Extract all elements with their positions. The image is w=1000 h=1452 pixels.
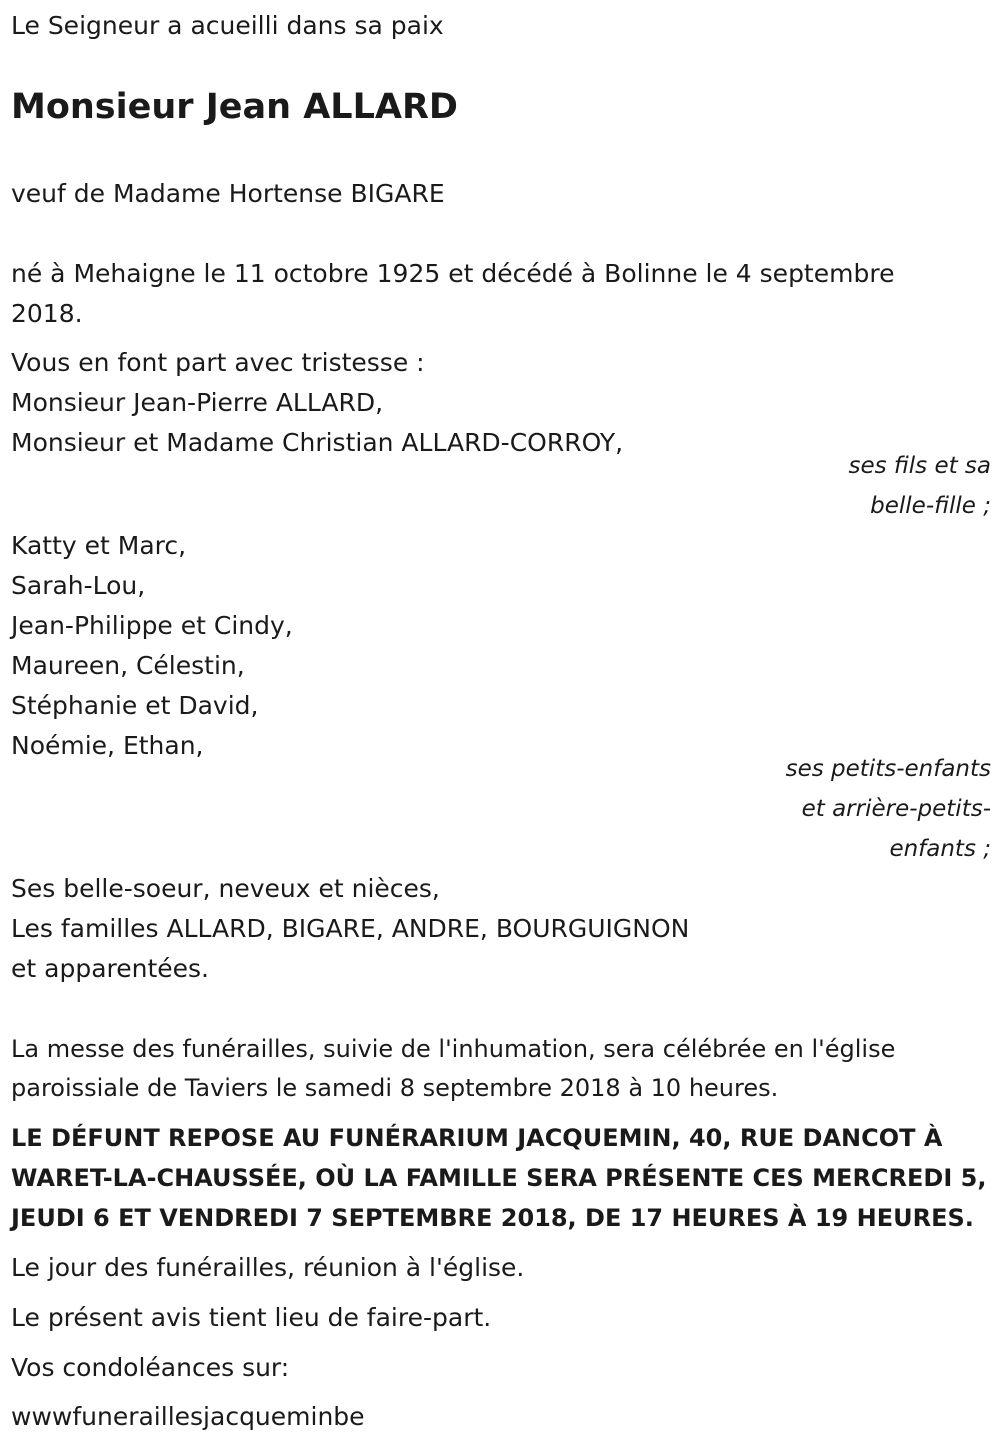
mass-line-1: La messe des funérailles, suivie de l'inhumation, sera célébrée en l'église [11,1035,896,1063]
children-relation: belle-fille ; [870,493,991,519]
repose-line-1: LE DÉFUNT REPOSE AU FUNÉRARIUM JACQUEMIN, 40, RUE DANCOT À [11,1124,943,1152]
other-relatives: Ses belle-soeur, neveux et nièces, [11,874,440,903]
grandchild-entry: Noémie, Ethan, [11,731,204,760]
grandchild-entry: Katty et Marc, [11,531,187,560]
grandchild-entry: Jean-Philippe et Cindy, [11,611,293,640]
birth-death-line-1: né à Mehaigne le 11 octobre 1925 et décédé à Bolinne le 4 septembre [11,259,895,288]
meeting-text: Le jour des funérailles, réunion à l'église. [11,1253,525,1282]
repose-line-2: WARET-LA-CHAUSSÉE, OÙ LA FAMILLE SERA PRÉSENTE CES MERCREDI 5, [11,1164,987,1192]
notice-text: Le présent avis tient lieu de faire-part. [11,1303,492,1332]
website-link[interactable]: wwwfuneraillesjacqueminbe [11,1402,365,1431]
children-relation: ses fils et sa [848,453,991,479]
other-relatives: et apparentées. [11,954,209,983]
grandchildren-relation: et arrière-petits- [801,796,991,822]
child-entry: Monsieur Jean-Pierre ALLARD, [11,388,384,417]
spouse-text: veuf de Madame Hortense BIGARE [11,179,445,208]
grandchild-entry: Sarah-Lou, [11,571,146,600]
grandchildren-relation: enfants ; [889,836,991,862]
child-entry: Monsieur et Madame Christian ALLARD-CORROY, [11,428,624,457]
other-relatives: Les familles ALLARD, BIGARE, ANDRE, BOURGUIGNON [11,914,690,943]
grandchildren-relation: ses petits-enfants [785,756,991,782]
intro-text: Le Seigneur a acueilli dans sa paix [11,11,444,40]
deceased-name: Monsieur Jean ALLARD [11,87,458,127]
grandchild-entry: Stéphanie et David, [11,691,259,720]
condolences-label: Vos condoléances sur: [11,1353,290,1382]
grandchild-entry: Maureen, Célestin, [11,651,245,680]
repose-line-3: JEUDI 6 ET VENDREDI 7 SEPTEMBRE 2018, DE 17 HEURES À 19 HEURES. [11,1204,974,1232]
birth-death-line-2: 2018. [11,299,83,328]
announcement-heading: Vous en font part avec tristesse : [11,348,425,377]
mass-line-2: paroissiale de Taviers le samedi 8 septembre 2018 à 10 heures. [11,1074,779,1102]
